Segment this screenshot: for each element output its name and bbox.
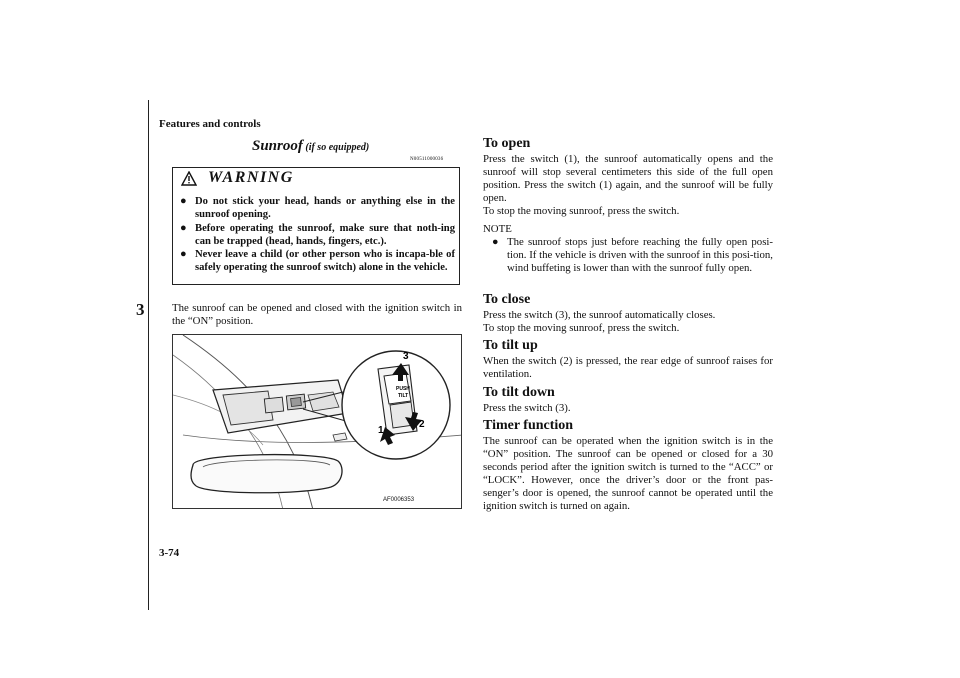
note-label: NOTE [483, 223, 512, 235]
note-item [483, 236, 773, 275]
paragraph-to-open-text: Press the switch (1), the sunroof automatically opens and the sunroof will stop several centimeters this side of the full open position. Press the switch (1) again, and the sunroof will be fully open. [483, 153, 773, 204]
warning-item [180, 248, 455, 274]
switch-label-tilt: TILT [398, 393, 409, 399]
callout-2: 2 [419, 419, 425, 430]
warning-item [180, 222, 455, 248]
paragraph-to-open [483, 153, 773, 218]
section-subtitle: (if so equipped) [302, 142, 370, 153]
callout-1: 1 [378, 425, 384, 436]
running-head: Features and controls [159, 118, 261, 130]
bullet-icon: ● [180, 195, 187, 207]
warning-item-text: Do not stick your head, hands or anything else in the sunroof opening. [195, 196, 455, 220]
note-item-text: The sunroof stops just before reaching the fully open posi-tion. If the vehicle is driven with the sunroof in this posi-tion, wind buffeting is lower than with the sunroof fully open. [507, 236, 773, 274]
heading-timer-function: Timer function [483, 418, 574, 433]
section-title-text: Sunroof [252, 138, 303, 154]
paragraph-timer-function: The sunroof can be operated when the ignition switch is in the “ON” position. The sunroof can be opened or closed for a 30 seconds period after the ignition switch is turned to the “ACC” or “LOCK”. However, once the driver’s door or the front pas-senger’s door is opened, the sunroof cannot be operated until the ignition switch is turned on again. [483, 435, 773, 512]
switch-label-push: PUSH [396, 386, 410, 392]
heading-to-tilt-up: To tilt up [483, 338, 538, 353]
warning-item-text: Before operating the sunroof, make sure that noth-ing can be trapped (head, hands, fingers, etc.). [195, 223, 455, 247]
warning-item [180, 195, 455, 221]
bullet-icon: ● [492, 236, 499, 248]
bullet-icon: ● [180, 248, 187, 260]
paragraph-to-tilt-down: Press the switch (3). [483, 402, 571, 414]
warning-box [172, 167, 460, 285]
warning-triangle-icon [181, 171, 197, 186]
paragraph-to-tilt-up: When the switch (2) is pressed, the rear edge of sunroof raises for ventilation. [483, 355, 773, 380]
warning-header [173, 168, 459, 190]
warning-item-text: Never leave a child (or other person who is incapa-ble of safely operating the sunroof switch) alone in the vehicle. [195, 249, 455, 273]
intro-paragraph: The sunroof can be opened and closed with the ignition switch in the “ON” position. [172, 302, 462, 327]
bullet-icon: ● [180, 222, 187, 234]
heading-to-close: To close [483, 292, 531, 307]
section-code: N00511000036 [410, 157, 444, 162]
overhead-console-illustration [173, 335, 462, 509]
page-number: 3-74 [159, 547, 180, 559]
section-title [252, 138, 369, 155]
chapter-number: 3 [136, 300, 145, 319]
paragraph-to-close-text2: To stop the moving sunroof, press the switch. [483, 322, 680, 334]
chapter-tab-rule [132, 100, 149, 610]
paragraph-to-close-text: Press the switch (3), the sunroof automatically closes. [483, 309, 716, 321]
paragraph-to-open-text2: To stop the moving sunroof, press the switch. [483, 205, 680, 217]
heading-to-tilt-down: To tilt down [483, 385, 555, 400]
sunroof-switch-figure [172, 334, 462, 509]
paragraph-to-close [483, 309, 773, 335]
warning-title: WARNING [208, 169, 294, 186]
heading-to-open: To open [483, 136, 531, 151]
figure-code: AF0006353 [383, 497, 415, 503]
callout-3: 3 [403, 351, 409, 362]
